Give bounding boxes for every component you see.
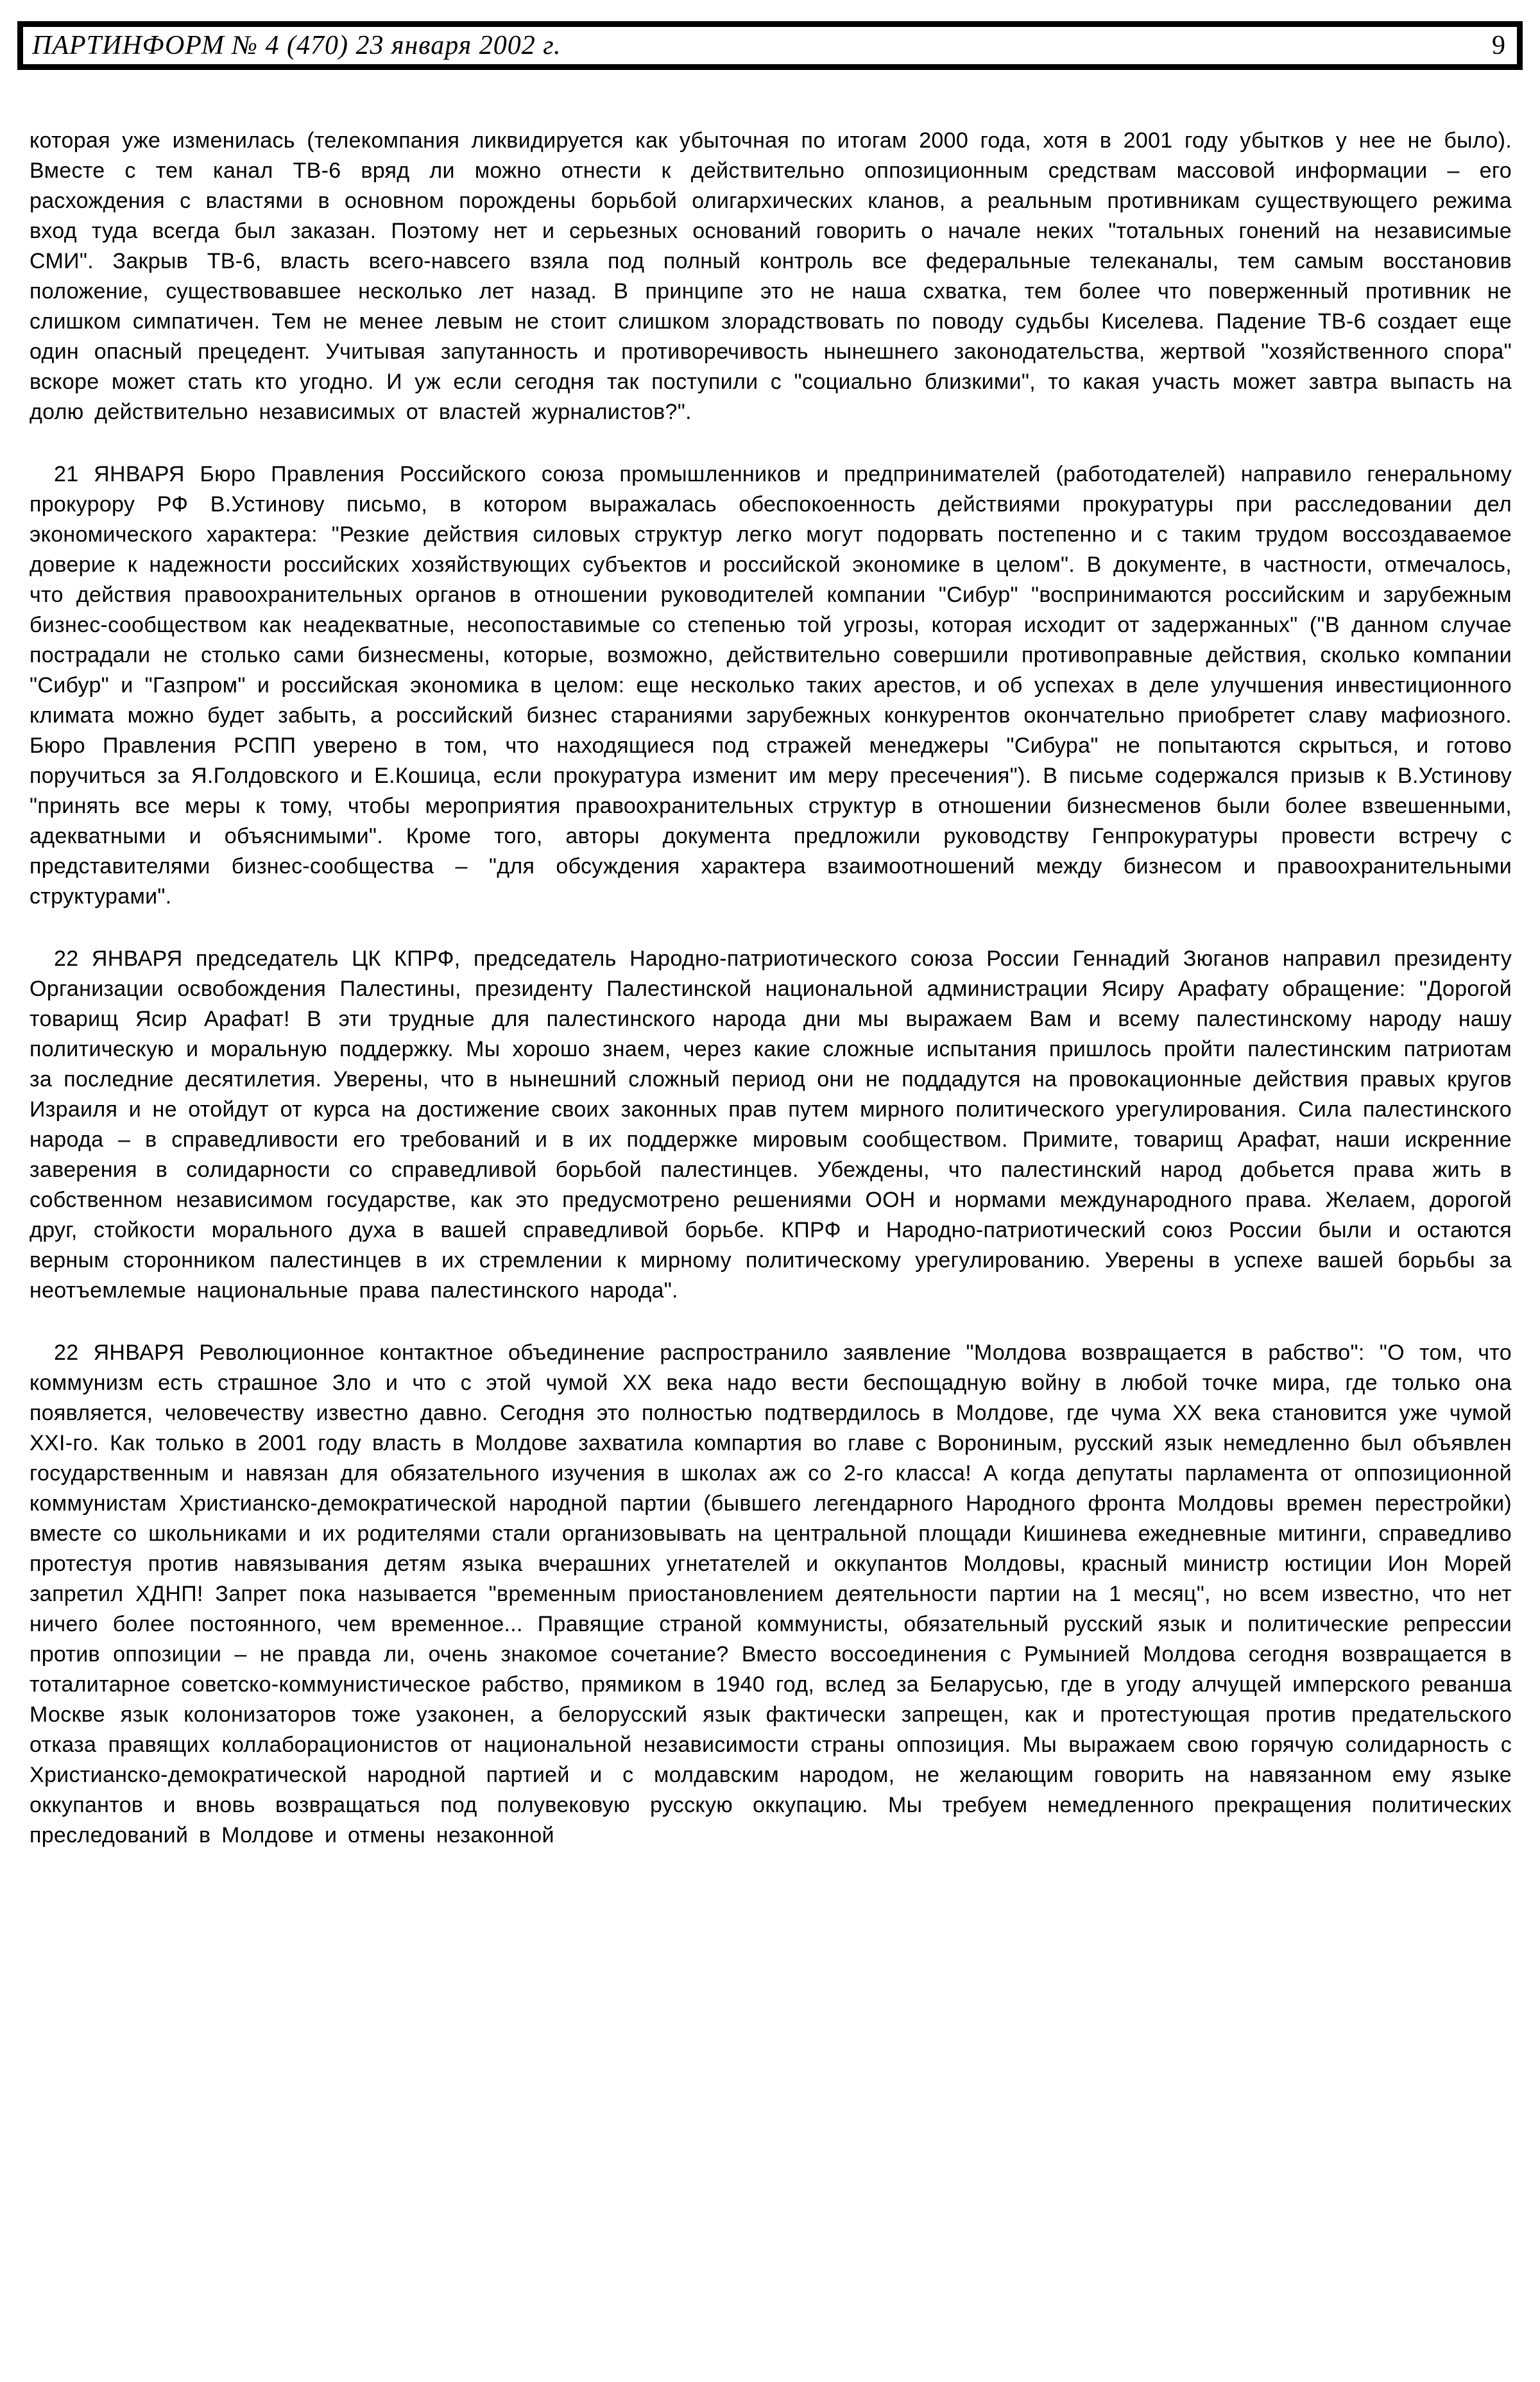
article-body xyxy=(30,126,1512,1851)
page-number: 9 xyxy=(1492,31,1505,60)
paragraph-22-january-zyuganov: 22 ЯНВАРЯ председатель ЦК КПРФ, председатель Народно-патриотического союза России Геннадий Зюганов направил президенту Организации освобождения Палестины, президенту Палестинской национальной администрации Ясиру Арафату обращение: "Дорогой товарищ Ясир Арафат! В эти трудные для палестинского народа дни мы выражаем Вам и всему палестинскому народу нашу политическую и моральную поддержку. Мы хорошо знаем, через какие сложные испытания пришлось пройти палестинским патриотам за последние десятилетия. Уверены, что в нынешний сложный период они не поддадутся на провокационные действия правых кругов Израиля и не отойдут от курса на достижение своих законных прав путем мирного политического урегулирования. Сила палестинского народа – в справедливости его требований и в их поддержке мировым сообществом. Примите, товарищ Арафат, наши искренние заверения в солидарности со справедливой борьбой палестинцев. Убеждены, что палестинский народ добьется права жить в собственном независимом государстве, как это предусмотрено решениями ООН и нормами международного права. Желаем, дорогой друг, стойкости морального духа в вашей справедливой борьбе. КПРФ и Народно-патриотический союз России были и остаются верным сторонником палестинцев в их стремлении к мирному политическому урегулированию. Уверены в успехе вашей борьбы за неотъемлемые национальные права палестинского народа". xyxy=(30,947,1512,1303)
newsletter-title: ПАРТИНФОРМ № 4 (470) 23 января 2002 г. xyxy=(32,31,561,60)
page-header xyxy=(17,21,1523,70)
paragraph-21-january-rspp: 21 ЯНВАРЯ Бюро Правления Российского союза промышленников и предпринимателей (работодателей) направило генеральному прокурору РФ В.Устинову письмо, в котором выражалась обеспокоенность действиями прокуратуры при расследовании дел экономического характера: "Резкие действия силовых структур легко могут подорвать постепенно и с таким трудом воссоздаваемое доверие к надежности российских хозяйствующих субъектов и российской экономике в целом". В документе, в частности, отмечалось, что действия правоохранительных органов в отношении руководителей компании "Сибур" "воспринимаются российским и зарубежным бизнес-сообществом как неадекватные, несопоставимые со степенью той угрозы, которая исходит от задержанных" ("В данном случае пострадали не столько сами бизнесмены, которые, возможно, действительно совершили противоправные действия, сколько компании "Сибур" и "Газпром" и российская экономика в целом: еще несколько таких арестов, и об успехах в деле улучшения инвестиционного климата можно будет забыть, а российский бизнес стараниями зарубежных конкурентов окончательно приобретет славу мафиозного. Бюро Правления РСПП уверено в том, что находящиеся под стражей менеджеры "Сибура" не попытаются скрыться, и готово поручиться за Я.Голдовского и Е.Кошица, если прокуратура изменит им меру пресечения"). В письме содержался призыв к В.Устинову "принять все меры к тому, чтобы мероприятия правоохранительных структур в отношении бизнесменов были более взвешенными, адекватными и объяснимыми". Кроме того, авторы документа предложили руководству Генпрокуратуры провести встречу с представителями бизнес-сообщества – "для обсуждения характера взаимоотношений между бизнесом и правоохранительными структурами". xyxy=(30,462,1512,909)
paragraph-tv6-continuation: которая уже изменилась (телекомпания ликвидируется как убыточная по итогам 2000 года, хотя в 2001 году убытков у нее не было). Вместе с тем канал ТВ-6 вряд ли можно отнести к действительно оппозиционным средствам массовой информации – его расхождения с властями в основном порождены борьбой олигархических кланов, а реальным противникам существующего режима вход туда всегда был заказан. Поэтому нет и серьезных оснований говорить о начале неких "тотальных гонений на независимые СМИ". Закрыв ТВ-6, власть всего-навсего взяла под полный контроль все федеральные телеканалы, тем самым восстановив положение, существовавшее несколько лет назад. В принципе это не наша схватка, тем более что поверженный противник не слишком симпатичен. Тем не менее левым не стоит слишком злорадствовать по поводу судьбы Киселева. Падение ТВ-6 создает еще один опасный прецедент. Учитывая запутанность и противоречивость нынешнего законодательства, жертвой "хозяйственного спора" вскоре может стать кто угодно. И уж если сегодня так поступили с "социально близкими", то какая участь может завтра выпасть на долю действительно независимых от властей журналистов?". xyxy=(30,128,1512,424)
paragraph-22-january-moldova: 22 ЯНВАРЯ Революционное контактное объединение распространило заявление "Молдова возвращается в рабство": "О том, что коммунизм есть страшное Зло и что с этой чумой XX века надо вести беспощадную войну в любой точке мира, где только она появляется, человечеству известно давно. Сегодня это полностью подтвердилось в Молдове, где чума XX века становится уже чумой XXI-го. Как только в 2001 году власть в Молдове захватила компартия во главе с Ворониным, русский язык немедленно был объявлен государственным и навязан для обязательного изучения в школах аж со 2-го класса! А когда депутаты парламента от оппозиционной коммунистам Христианско-демократической народной партии (бывшего легендарного Народного фронта Молдовы времен перестройки) вместе со школьниками и их родителями стали организовывать на центральной площади Кишинева ежедневные митинги, справедливо протестуя против навязывания детям языка вчерашних угнетателей и оккупантов Молдовы, красный министр юстиции Ион Морей запретил ХДНП! Запрет пока называется "временным приостановлением деятельности партии на 1 месяц", но всем известно, что нет ничего более постоянного, чем временное... Правящие страной коммунисты, обязательный русский язык и политические репрессии против оппозиции – не правда ли, очень знакомое сочетание? Вместо воссоединения с Румынией Молдова сегодня возвращается в тоталитарное советско-коммунистическое рабство, прямиком в 1940 год, вслед за Беларусью, где в угоду алчущей имперского реванша Москве язык колонизаторов тоже узаконен, а белорусский язык фактически запрещен, как и протестующая против предательского отказа правящих коллаборационистов от национальной независимости страны оппозиция. Мы выражаем свою горячую солидарность с Христианско-демократической народной партией и с молдавским народом, не желающим говорить на навязанном ему языке оккупантов и вновь возвращаться под полувековую русскую оккупацию. Мы требуем немедленного прекращения политических преследований в Молдове и отмены незаконной xyxy=(30,1341,1512,1847)
